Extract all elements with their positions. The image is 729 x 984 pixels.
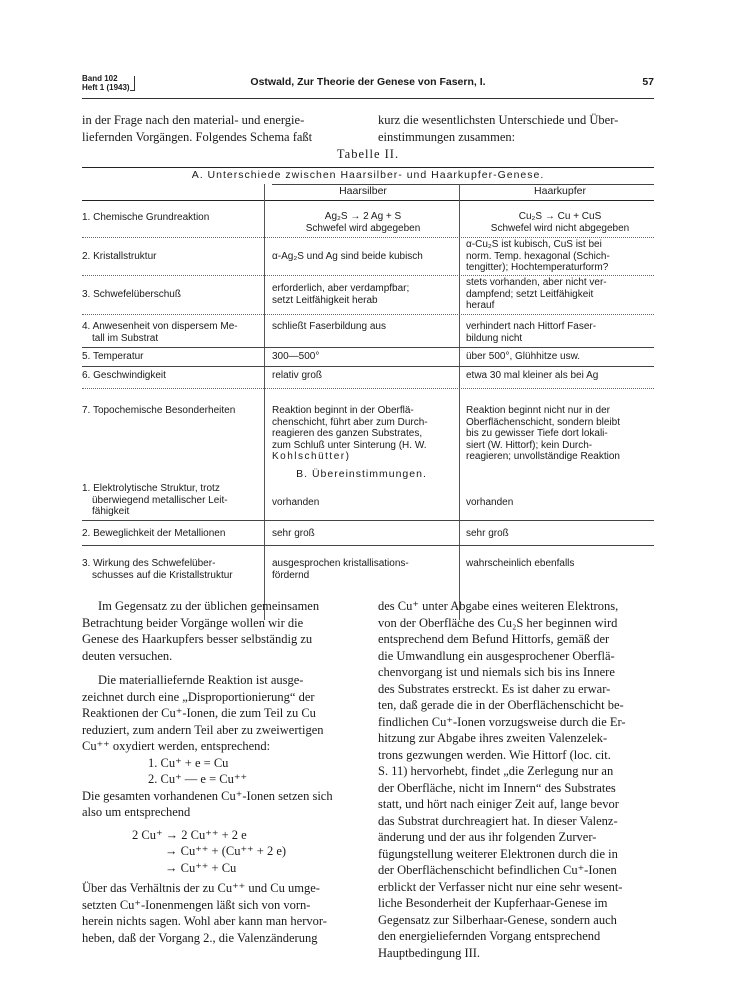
- label-line: fähigkeit: [92, 506, 130, 517]
- text-line: änderung und der aus ihr folgenden Zurver-: [378, 830, 597, 844]
- copper-cell: wahrscheinlich ebenfalls: [466, 558, 575, 569]
- silver-cell: [272, 370, 454, 382]
- copper-cell: vorhanden: [466, 497, 514, 508]
- text-line: trons gezwungen werden. Wie Hittorf (loc. cit.: [378, 747, 611, 762]
- cell-line: reagieren des ganzen Substrates,: [272, 428, 423, 439]
- column-header-silver: Haarsilber: [339, 185, 387, 197]
- running-header: [82, 76, 654, 99]
- cell-line: über 500°, Glühhitze usw.: [466, 351, 581, 362]
- row-label: 5. Temperatur: [82, 351, 144, 362]
- row-divider: [82, 366, 654, 367]
- column-separator: [264, 184, 265, 620]
- equation: 1. Cu⁺ + e = Cu: [148, 755, 229, 770]
- text-line: der Oberfläche, nicht im Innern“ des Substrates: [378, 780, 616, 795]
- cell-line: schließt Faserbildung aus: [272, 321, 386, 332]
- paragraph: [82, 788, 358, 821]
- cell-line: ausgesprochen kristallisations-: [272, 558, 409, 569]
- paragraph: [82, 598, 358, 664]
- copper-cell: [466, 370, 654, 382]
- copper-cell: [466, 239, 654, 274]
- column-separator: [459, 184, 460, 620]
- label-line: überwiegend metallischer Leit-: [92, 494, 228, 506]
- text-line: von der Oberfläche des Cu₂S her beginnen wird: [378, 615, 618, 630]
- running-title: Ostwald, Zur Theorie der Genese von Fasern, I.: [250, 76, 486, 88]
- row-divider: [82, 545, 654, 546]
- copper-cell: [466, 211, 654, 234]
- column-header-copper: Haarkupfer: [534, 185, 586, 197]
- section-a-heading: A. Unterschiede zwischen Haarsilber- und Haarkupfer-Genese.: [191, 169, 545, 181]
- text-line: zeichnet durch eine „Disproportionierung“ der: [82, 689, 315, 704]
- text-line: Hauptbedingung III.: [378, 945, 481, 960]
- silver-cell: [272, 321, 454, 333]
- text-line: liefernden Vorgängen. Folgendes Schema faßt: [82, 130, 313, 144]
- text-line: einstimmungen zusammen:: [378, 130, 516, 144]
- copper-cell: [466, 405, 654, 463]
- cell-line: erforderlich, aber verdampfbar;: [272, 283, 410, 294]
- label-line: 4. Anwesenheit von dispersem Me-: [82, 321, 238, 332]
- text-line: in der Frage nach den material- und energie-: [82, 113, 305, 127]
- cell-line: dampfend; setzt Leitfähigkeit: [466, 288, 594, 300]
- silver-cell: vorhanden: [272, 497, 320, 508]
- table-title: Tabelle II.: [336, 147, 400, 161]
- equation: 2 Cu⁺ → 2 Cu⁺⁺ + 2 e: [132, 827, 247, 842]
- cell-line: Schwefel wird abgegeben: [305, 222, 421, 234]
- cell-line: verhindert nach Hittorf Faser-: [466, 321, 597, 332]
- text-line: Betrachtung beider Vorgänge wollen wir die: [82, 615, 304, 630]
- text-line: Im Gegensatz zu der üblichen gemeinsamen: [98, 599, 320, 613]
- cell-line: Ag₂S → 2 Ag + S: [324, 211, 402, 222]
- text-line: Über das Verhältnis der zu Cu⁺⁺ und Cu umge-: [82, 881, 320, 895]
- right-column: [378, 598, 654, 961]
- text-line: Die materialliefernde Reaktion ist ausge-: [98, 673, 304, 687]
- label-line: tall im Substrat: [92, 332, 159, 344]
- row-divider: [82, 347, 654, 348]
- copper-cell: [466, 277, 654, 312]
- text-line: reduziert, zum andern Teil aber zu zweiwertigen: [82, 722, 324, 737]
- text-line: deuten versuchen.: [82, 648, 173, 663]
- left-column: [82, 598, 358, 946]
- text-line: das Substrat durchreagiert hat. In dieser Valenz-: [378, 813, 618, 828]
- row-label: 2. Beweglichkeit der Metallionen: [82, 528, 226, 539]
- paragraph: [82, 672, 358, 755]
- intro-right-column: [378, 112, 654, 146]
- cell-line: 300—500°: [272, 351, 320, 362]
- cell-line sp: Schwefel wird nicht abgegeben: [490, 222, 630, 234]
- text-line: des Cu⁺ unter Abgabe eines weiteren Elektrons,: [378, 599, 619, 613]
- cell-line: setzt Leitfähigkeit herab: [272, 294, 378, 306]
- text-line: den energieliefernden Vorgang entsprechend: [378, 929, 601, 943]
- label-line: 3. Wirkung des Schwefelüber-: [82, 558, 216, 569]
- text-line: entsprechend dem Befund Hittorfs, gemäß der: [378, 632, 610, 646]
- row-label: 7. Topochemische Besonderheiten: [82, 405, 236, 416]
- silver-cell: [272, 211, 454, 234]
- cell-line: tengitter); Hochtemperaturform?: [466, 262, 609, 273]
- row-label: [82, 483, 258, 518]
- silver-cell: [272, 283, 454, 306]
- paragraph: [82, 880, 358, 946]
- silver-cell: [272, 558, 454, 581]
- silver-cell: [272, 351, 454, 363]
- row-divider: [82, 388, 654, 389]
- text-line: hitzung zur Abgabe ihres zweiten Valenzelek-: [378, 731, 608, 745]
- row-label: 3. Schwefelüberschuß: [82, 289, 181, 300]
- row-divider: [82, 237, 654, 238]
- copper-cell: sehr groß: [466, 528, 509, 539]
- cell-line: Reaktion beginnt nicht nur in der: [466, 405, 610, 416]
- cell-line: fördernd: [272, 569, 310, 581]
- cell-line: Oberflächenschicht, sondern bleibt: [466, 416, 620, 428]
- text-line: setzten Cu⁺-Ionenmengen läßt sich von vorn-: [82, 897, 311, 912]
- row-label: 2. Kristallstruktur: [82, 251, 157, 262]
- silver-cell: sehr groß: [272, 528, 315, 539]
- text-line: Die gesamten vorhandenen Cu⁺-Ionen setzen sich: [82, 788, 333, 803]
- text-line: Reaktionen der Cu⁺-Ionen, die zum Teil zu Cu: [82, 706, 316, 720]
- label-line: schusses auf die Kristallstruktur: [92, 569, 233, 581]
- text-line: findlichen Cu⁺-Ionen vorzugsweise durch die Er-: [378, 714, 626, 729]
- cell-line: Reaktion beginnt in der Oberflä-: [272, 405, 414, 416]
- cell-line: α-Ag₂S und Ag sind beide kubisch: [272, 251, 423, 262]
- text-line: Gegensatz zur Silberhaar-Genese, sondern auch: [378, 912, 617, 927]
- equation: 2. Cu⁺ — e = Cu⁺⁺: [148, 772, 248, 786]
- text-line: herein nichts sagen. Wohl aber kann man hervor-: [82, 914, 327, 928]
- cell-line: Kohlschütter): [272, 451, 351, 462]
- cell-line: herauf: [466, 300, 495, 311]
- label-line: 1. Elektrolytische Struktur, trotz: [82, 483, 220, 494]
- text-line: kurz die wesentlichsten Unterschiede und Über-: [378, 113, 619, 127]
- cell-line: reagieren; unvollständige Reaktion: [466, 451, 620, 462]
- volume-number: Band 102: [82, 74, 118, 83]
- text-line: der Oberflächenschicht befindlichen Cu⁺-Ionen: [378, 863, 617, 877]
- text-line: erblickt der Verfasser nicht nur eine sehr wesent-: [378, 879, 623, 894]
- equation: → Cu⁺⁺ + Cu: [165, 860, 237, 875]
- row-label: [82, 321, 258, 344]
- issue-info: Heft 1 (1943): [82, 83, 130, 92]
- text-line: Cu⁺⁺ oxydiert werden, entsprechend:: [82, 739, 271, 753]
- row-label: [82, 558, 258, 581]
- text-line: statt, und hört nach einiger Zeit auf, lange bevor: [378, 797, 619, 811]
- cell-line: bildung nicht: [466, 332, 523, 344]
- row-divider: [82, 314, 654, 315]
- text-line: liche Besonderheit der Kupferhaar-Genese im: [378, 896, 608, 910]
- text-line: also um entsprechend: [82, 805, 191, 819]
- equation: → Cu⁺⁺ + (Cu⁺⁺ + 2 e): [165, 844, 287, 858]
- cell-line: stets vorhanden, aber nicht ver-: [466, 277, 607, 288]
- text-line: fügungstellung weiterer Elektronen durch die in: [378, 846, 618, 861]
- text-line: S. 11) hervorhebt, findet „die Zerlegung nur an: [378, 764, 614, 778]
- row-label: 1. Chemische Grundreaktion: [82, 212, 210, 223]
- table-top-rule: [82, 167, 654, 168]
- cell-line: α-Cu₂S ist kubisch, CuS ist bei: [466, 239, 602, 250]
- cell-line: Cu₂S → Cu + CuS: [518, 211, 602, 222]
- silver-cell: [272, 405, 454, 463]
- cell-line: relativ groß: [272, 370, 323, 381]
- section-b-heading: B. Übereinstimmungen.: [296, 468, 427, 480]
- text-line: ten, daß gerade die in der Oberflächenschicht be-: [378, 698, 624, 712]
- row-divider: [82, 275, 654, 276]
- row-label: 6. Geschwindigkeit: [82, 370, 166, 381]
- cell-line: chenschicht, führt aber zum Durch-: [272, 416, 428, 428]
- silver-cell: [272, 251, 454, 263]
- text-line: Genese des Haarkupfers besser selbständig zu: [82, 632, 313, 646]
- text-line: die Umwandlung ein ausgesprochener Oberflä-: [378, 648, 615, 663]
- cell-line: zum Schluß unter Sinterung (H. W.: [272, 439, 427, 451]
- copper-cell: [466, 321, 654, 344]
- header-rule: [272, 184, 654, 185]
- page-number: 57: [642, 76, 654, 88]
- cell-line: siert (W. Hittorf); kein Durch-: [466, 439, 593, 451]
- cell-line: etwa 30 mal kleiner als bei Ag: [466, 370, 599, 381]
- cell-line: norm. Temp. hexagonal (Schich-: [466, 250, 610, 262]
- cell-line: bis zu gewisser Tiefe dort lokali-: [466, 428, 608, 439]
- intro-left-column: [82, 112, 358, 146]
- text-line: des Substrates erstreckt. Es ist daher zu erwar-: [378, 681, 611, 696]
- header-bottom-rule: [82, 200, 654, 201]
- row-divider: [82, 520, 654, 521]
- text-line: chenvorgang ist und niemals sich bis ins Innere: [378, 665, 615, 679]
- copper-cell: [466, 351, 654, 363]
- text-line: heben, daß der Vorgang 2., die Valenzänderung: [82, 930, 318, 945]
